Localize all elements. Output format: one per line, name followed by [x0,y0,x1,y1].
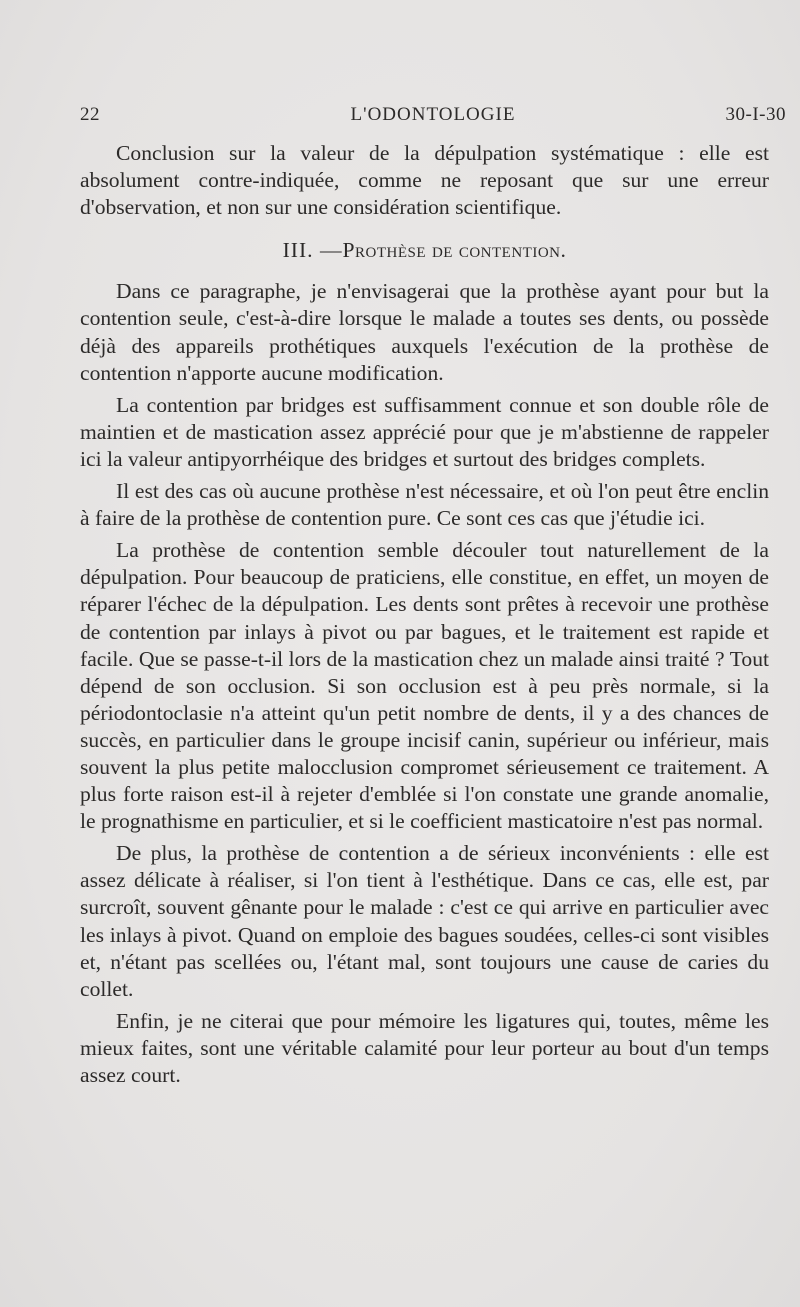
section-heading [80,237,769,264]
section-title: Prothèse de contention. [342,238,567,263]
paragraph-conclusion: Conclusion sur la valeur de la dépulpation systématique : elle est absolument contre-indiquée, comme ne reposant que sur une erreur d'observation, et non sur une considération scientifique. [80,141,769,220]
paragraph: De plus, la prothèse de contention a de sérieux inconvénients : elle est assez délicate à réaliser, si l'on tient à l'esthétique. Dans ce cas, elle est, par surcroît, souvent gênante pour le malade : c'est ce qui arrive en particulier avec les inlays à pivot. Quand on emploie des bagues soudées, celles-ci sont visibles et, n'étant pas scellées ou, l'étant mal, sont toujours une cause de caries du collet. [80,841,769,1001]
paragraph: Dans ce paragraphe, je n'envisagerai que la prothèse ayant pour but la contention seule, c'est-à-dire lorsque le malade a toutes ses dents, ou possède déjà des appareils prothétiques auxquels l'exécution de la prothèse de contention n'apporte aucune modification. [80,279,769,385]
paragraph: La contention par bridges est suffisamment connue et son double rôle de maintien et de mastication assez apprécié pour que je m'abstienne de rappeler ici la valeur antipyorrhéique des bridges et surtout des bridges complets. [80,392,769,471]
issue-date: 30-I-30 [725,104,786,125]
journal-title: L'ODONTOLOGIE [350,104,516,125]
paragraph: Enfin, je ne citerai que pour mémoire les ligatures qui, toutes, même les mieux faites, sont une véritable calamité pour leur porteur au bout d'un temps assez court. [80,1008,769,1087]
section-number: III. — [282,238,343,263]
running-head [80,104,786,128]
page-number: 22 [80,104,100,125]
paragraph: La prothèse de contention semble découler tout naturellement de la dépulpation. Pour beaucoup de praticiens, elle constitue, en effet, un moyen de réparer l'échec de la dépulpation. Les dents sont prêtes à recevoir une prothèse de contention par inlays à pivot ou par bagues, et le traitement est rapide et facile. Que se passe-t-il lors de la mastication chez un malade ainsi traité ? Tout dépend de son occlusion. Si son occlusion est à peu près normale, si la périodontoclasie n'a atteint qu'un petit nombre de dents, il y a des chances de succès, en particulier dans le groupe incisif canin, supérieur ou inférieur, mais souvent la plus petite malocclusion compromet sérieusement ce traitement. A plus forte raison est-il à rejeter d'emblée si l'on constate une grande anomalie, le prognathisme en particulier, et si le coefficient masticatoire n'est pas normal. [80,538,769,834]
paragraph: Il est des cas où aucune prothèse n'est nécessaire, et où l'on peut être enclin à faire de la prothèse de contention pure. Ce sont ces cas que j'étudie ici. [80,479,769,531]
body-text [80,140,769,1094]
